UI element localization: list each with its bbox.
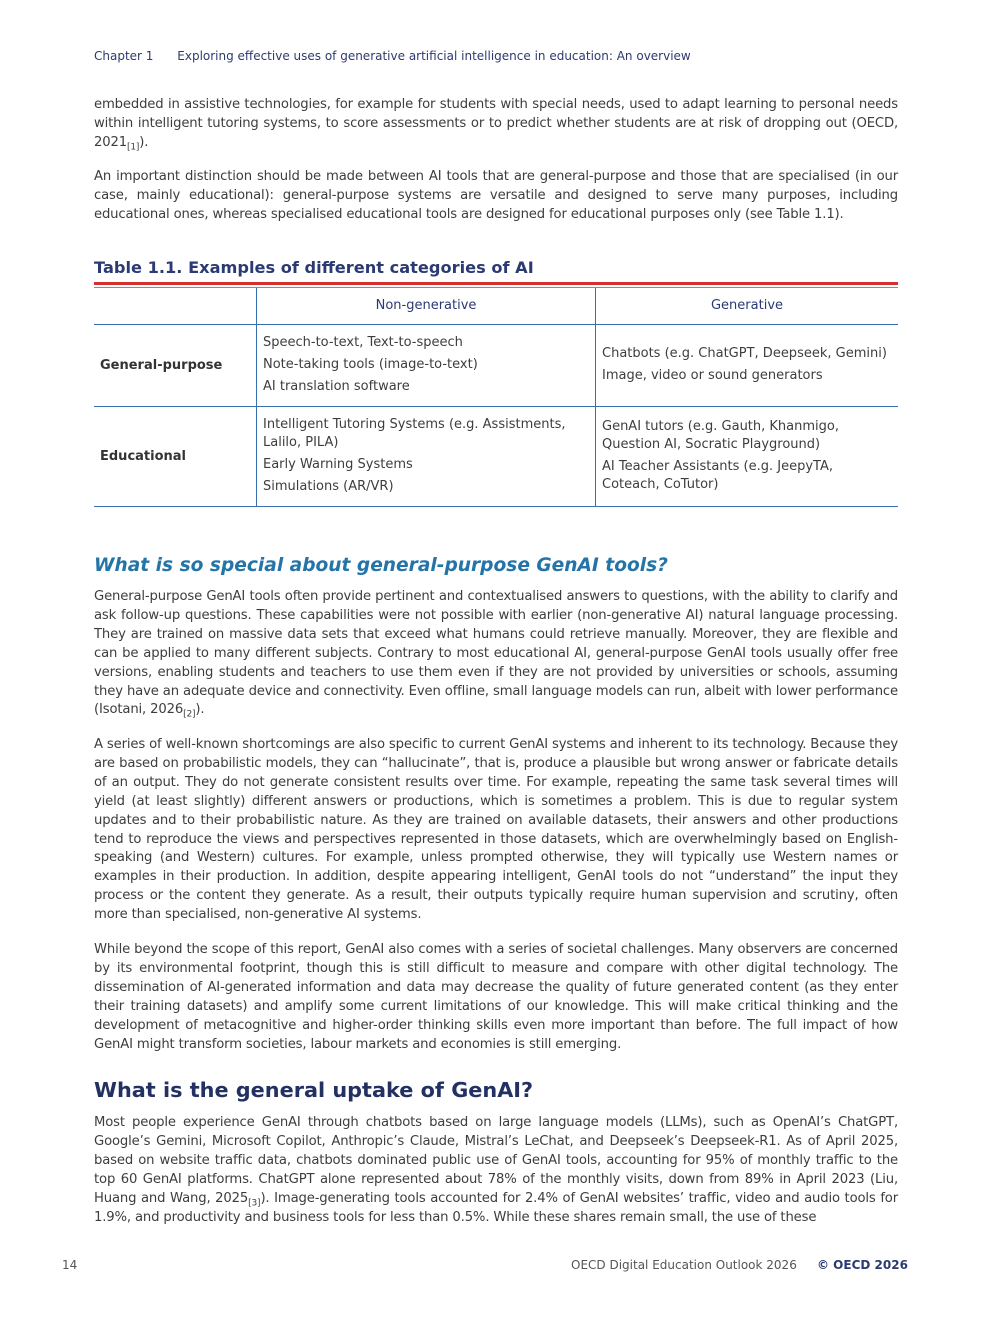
table-block (94, 258, 898, 507)
table-header-row (94, 288, 898, 324)
cell-item: Simulations (AR/VR) (263, 479, 394, 494)
table-corner-cell (94, 288, 257, 324)
row-label-educational: Educational (100, 448, 187, 464)
cell-item: AI Teacher Assistants (e.g. JeepyTA, Coteach, CoTutor) (602, 459, 833, 492)
intro-paragraph-1: embedded in assistive technologies, for example for students with special needs, used to adapt learning to personal needs within intelligent tutoring systems, to score assessments or to predict whether students are at risk of dropping out (OECD, $2021_{[1]}$). (94, 97, 898, 153)
table-title-rule (94, 282, 898, 285)
section1-paragraph-3: While beyond the scope of this report, GenAI also comes with a series of societal challenges. Many observers are concerned by its environmental footprint, though this is still difficult to measure and compare with other digital technology. The dissemination of AI-generated information and data may decrease the quality of future generated content (as they enter their training datasets) and amplify some current limitations of our knowledge. This will make critical thinking and the development of metacognitive and higher-order thinking skills even more important than before. The full impact of how GenAI might transform societies, labour markets and economies is still emerging. (94, 942, 898, 1052)
col-header-non-generative: Non-generative (257, 288, 596, 324)
section1-paragraph-1: General-purpose GenAI tools often provide pertinent and contextualised answers to questions, with the ability to clarify and ask follow-up questions. These capabilities were not possible with earlier (non-generative AI) natural language processing. They are trained on massive data sets that exceed what humans could retrieve manually. Moreover, they are flexible and can be applied to many different subjects. Contrary to most educational AI, general-purpose GenAI tools usually offer free versions, enabling students and teachers to use them even if they are not provided by universities or schools, assuming they have an adequate device and connectivity. Even offline, small language models can run, albeit with lower performance (Isotani, $2026_{[2]}$). (94, 589, 898, 721)
ai-categories-table (94, 288, 898, 507)
col-header-generative: Generative (596, 288, 899, 324)
table-row (94, 324, 898, 406)
page-number: 14 (62, 1258, 78, 1272)
cell-item: AI translation software (263, 379, 410, 394)
cell-item: Chatbots (e.g. ChatGPT, Deepseek, Gemini) (602, 346, 887, 361)
section-heading-general-purpose: What is so special about general-purpose GenAI tools? (94, 555, 668, 576)
footer-copyright: © OECD 2026 (817, 1258, 908, 1272)
table-row (94, 406, 898, 506)
cell-item: Speech-to-text, Text-to-speech (263, 335, 463, 350)
intro-paragraph-2: An important distinction should be made between AI tools that are general-purpose and those that are specialised (in our case, mainly educational): general-purpose systems are versatile and designed to serve many purposes, including educational ones, whereas specialised educational tools are designed for educational purposes only (see Table 1.1). (94, 169, 898, 222)
chapter-label: Chapter 1 (94, 49, 154, 63)
row-label-general-purpose: General-purpose (100, 357, 223, 373)
cell-item: Image, video or sound generators (602, 368, 823, 383)
citation-ref[interactable]: [1] (126, 142, 140, 153)
table-title: Table 1.1. Examples of different categories of AI (94, 258, 534, 277)
section-heading-uptake: What is the general uptake of GenAI? (94, 1078, 534, 1102)
citation-ref[interactable]: [3] (248, 1198, 261, 1209)
running-header (94, 49, 691, 63)
cell-item: GenAI tutors (e.g. Gauth, Khanmigo, Question AI, Socratic Playground) (602, 419, 839, 452)
cell-item: Intelligent Tutoring Systems (e.g. Assistments, Lalilo, PILA) (263, 417, 566, 450)
cell-item: Note-taking tools (image-to-text) (263, 357, 478, 372)
section2-paragraph-1: Most people experience GenAI through chatbots based on large language models (LLMs), such as OpenAI’s ChatGPT, Google’s Gemini, Microsoft Copilot, Anthropic’s Claude, Mistral’s LeChat, and Deepseek’s Deepseek-R1. As of April 2025, based on website traffic data, chatbots dominated public use of GenAI tools, accounting for 95% of monthly traffic to the top 60 GenAI platforms. ChatGPT alone represented about 78% of the monthly visits, down from 89% in April 2023 (Liu, Huang and Wang, $2025_{[3]}$). Image-generating tools accounted for 2.4% of GenAI websites’ traffic, video and audio tools for 1.9%, and productivity and business tools for less than 0.5%. While these shares remain small, the use of these (94, 1115, 898, 1225)
section1-paragraph-2: A series of well-known shortcomings are also specific to current GenAI systems and inherent to its technology. Because they are based on probabilistic models, they can “hallucinate”, that is, produce a plausible but wrong answer or fabricate details of an output. They do not generate consistent results over time. For example, repeating the same task several times will yield (at least slightly) different answers or productions, which is sometimes a problem. This is due to regular system updates and to their probabilistic nature. As they are trained on available datasets, their answers and other productions tend to reproduce the views and perspectives represented in those datasets, which are overwhelmingly based on English-speaking (and Western) cultures. For example, unless prompted otherwise, they will typically use Western names or examples in their production. In addition, despite appearing intelligent, GenAI tools do not “understand” the input they process or the content they generate. As a result, their outputs typically require human supervision and scrutiny, often more than specialised, non-generative AI systems. (94, 737, 898, 923)
citation-ref[interactable]: [2] (183, 710, 196, 721)
cell-item: Early Warning Systems (263, 457, 413, 472)
footer-publication: OECD Digital Education Outlook 2026 (571, 1258, 797, 1272)
chapter-title: Exploring effective uses of generative artificial intelligence in education: An overview (177, 49, 691, 63)
